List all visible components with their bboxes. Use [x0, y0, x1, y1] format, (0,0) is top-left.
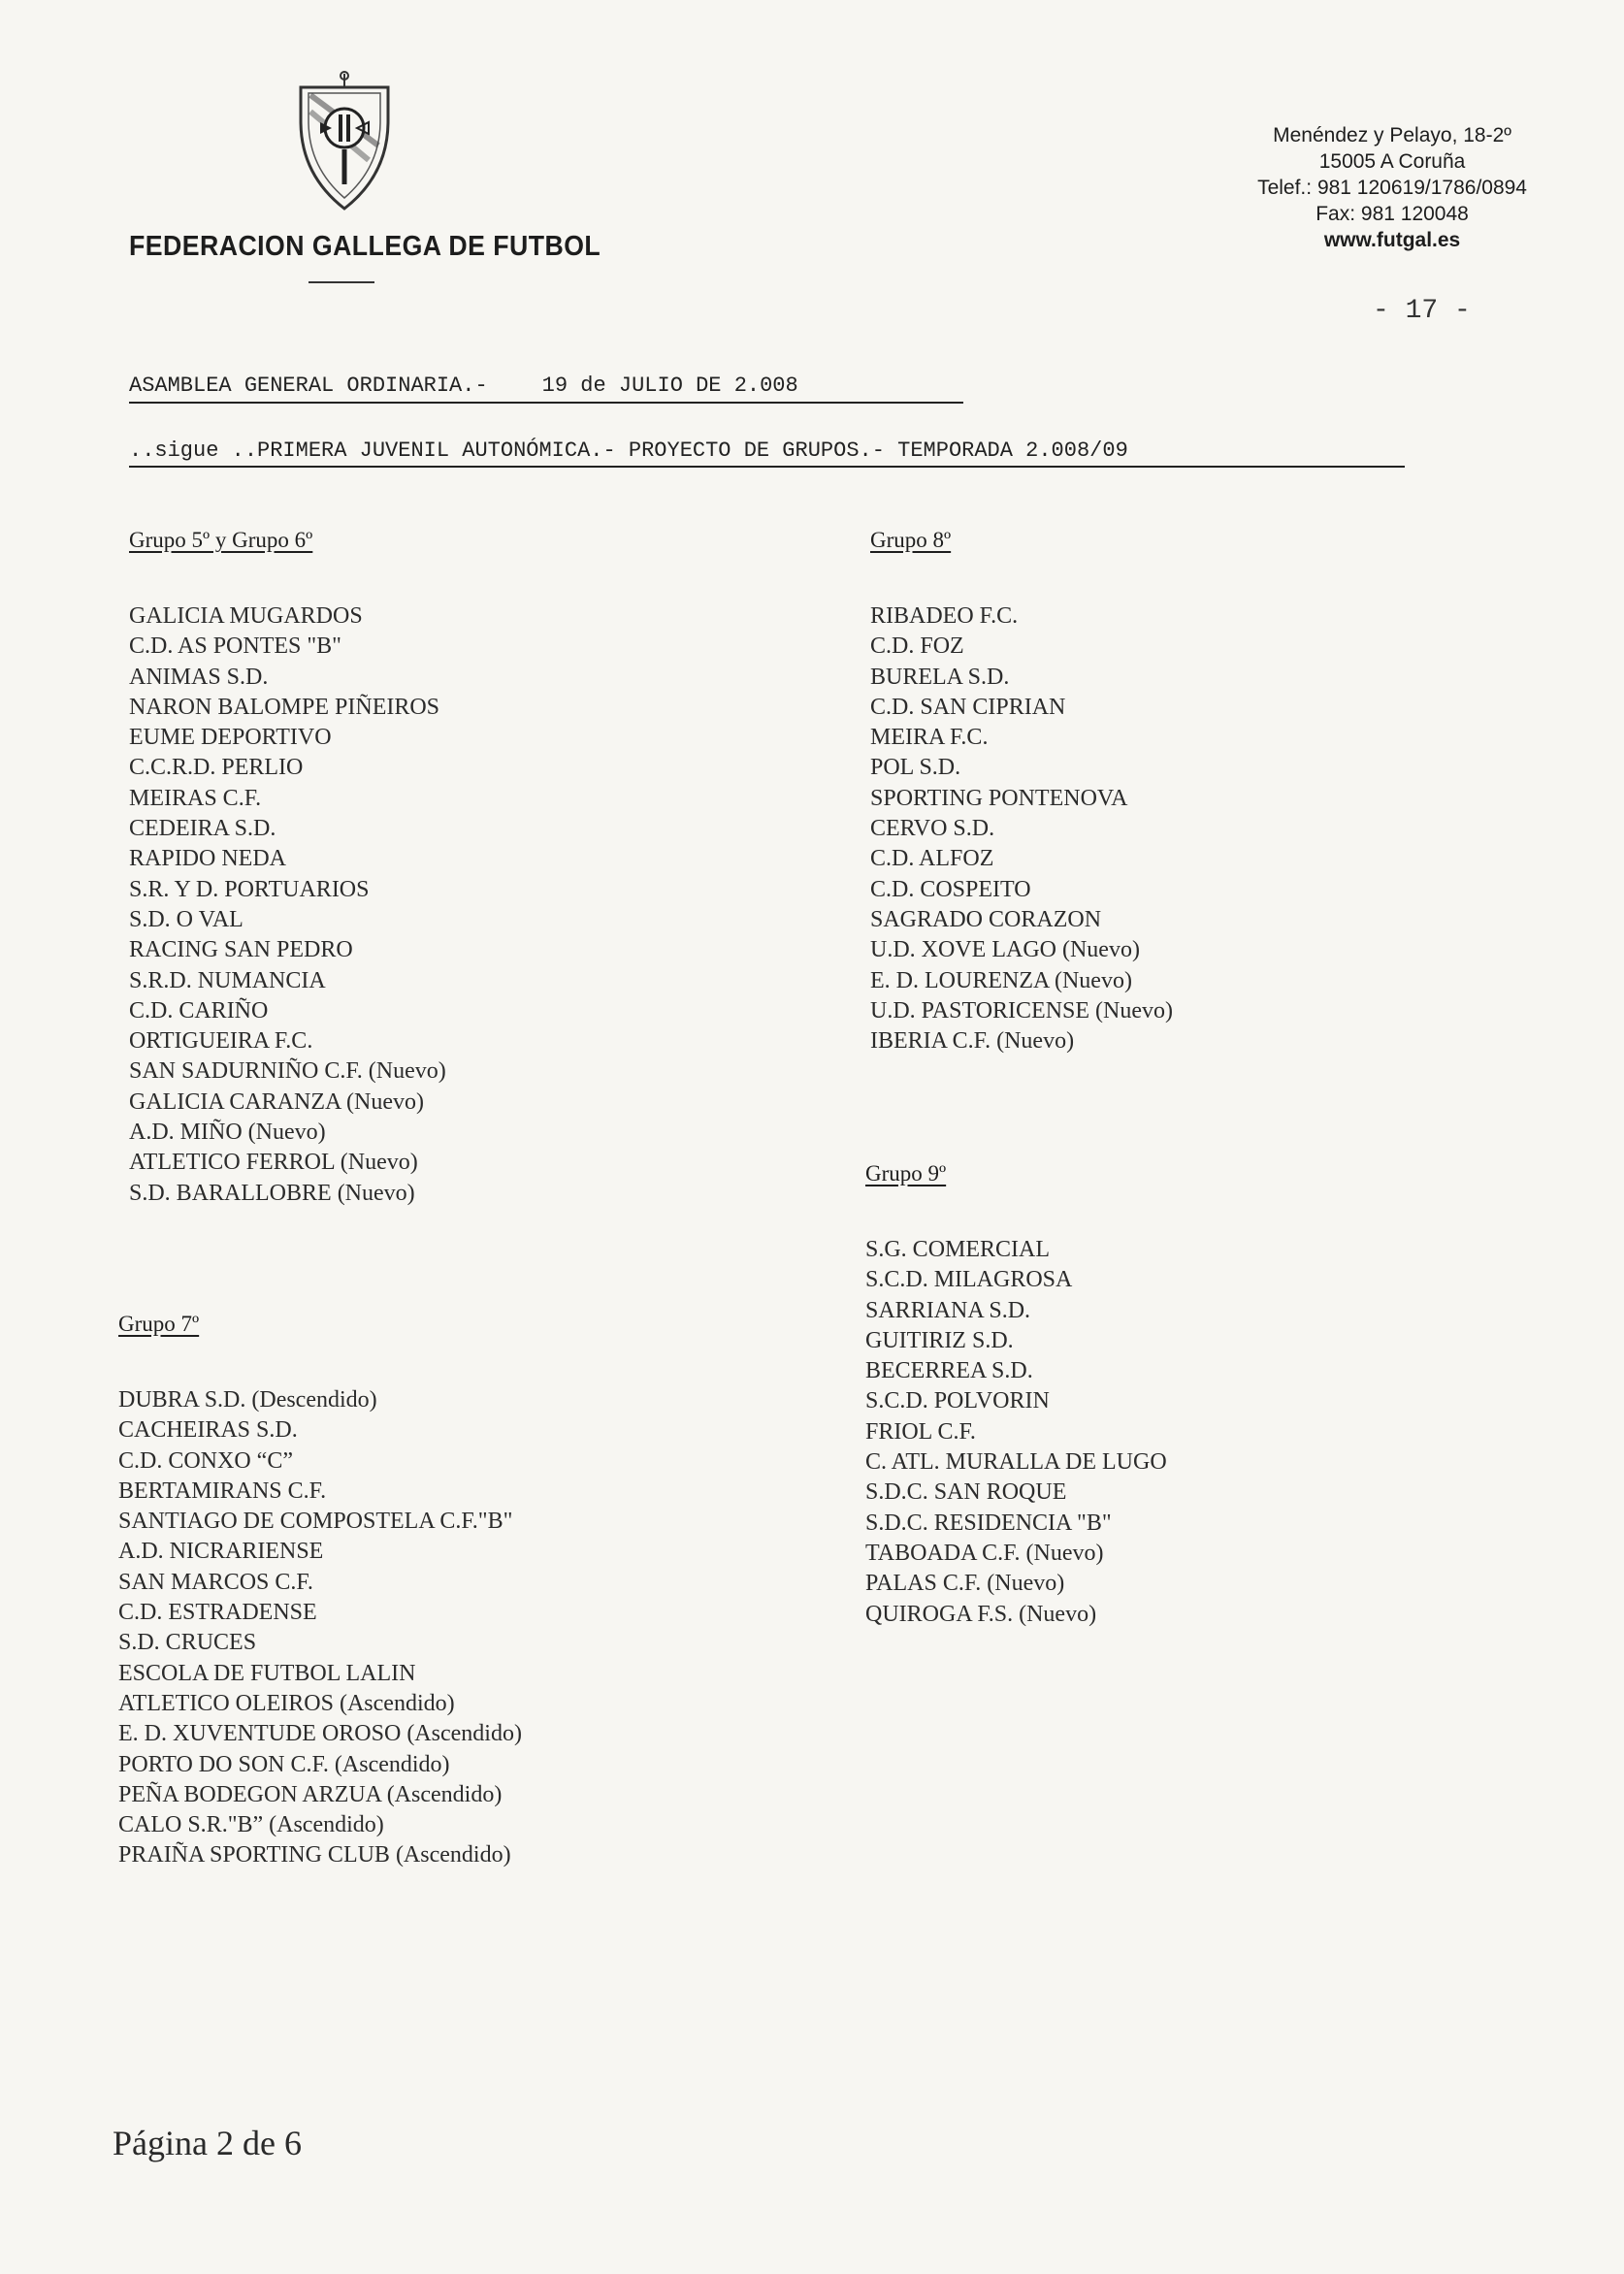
team-list-item: GALICIA CARANZA (Nuevo): [129, 1088, 424, 1115]
team-list-item: RACING SAN PEDRO: [129, 937, 353, 963]
team-list-item: A.D. MIÑO (Nuevo): [129, 1120, 326, 1146]
group-7-team-list: [118, 1385, 522, 1871]
team-list-item: GALICIA MUGARDOS: [129, 603, 363, 629]
team-list-item: S.C.D. MILAGROSA: [865, 1267, 1073, 1293]
team-list-item: RIBADEO F.C.: [870, 603, 1019, 629]
team-list-item: QUIROGA F.S. (Nuevo): [865, 1601, 1097, 1627]
team-list-item: C.D. FOZ: [870, 633, 964, 660]
team-list-item: S.R.D. NUMANCIA: [129, 967, 326, 993]
team-list-item: SAN MARCOS C.F.: [118, 1569, 313, 1595]
team-list-item: BERTAMIRANS C.F.: [118, 1478, 327, 1504]
address-line: Menéndez y Pelayo, 18-2º: [1273, 124, 1511, 146]
team-list-item: EUME DEPORTIVO: [129, 725, 332, 751]
team-list-item: MEIRA F.C.: [870, 725, 989, 751]
team-list-item: MEIRAS C.F.: [129, 785, 262, 811]
subtitle-underline: [129, 466, 1405, 468]
team-list-item: ORTIGUEIRA F.C.: [129, 1028, 313, 1055]
group-5-6-title: Grupo 5º y Grupo 6º: [129, 528, 313, 552]
contact-block: [1257, 122, 1527, 253]
team-list-item: FRIOL C.F.: [865, 1418, 976, 1445]
document-subtitle: ..sigue ..PRIMERA JUVENIL AUTONÓMICA.- PROYECTO DE GRUPOS.- TEMPORADA 2.008/09: [129, 439, 1128, 463]
website-link[interactable]: www.futgal.es: [1323, 229, 1461, 251]
team-list-item: CERVO S.D.: [870, 816, 995, 842]
team-list-item: C.D. COSPEITO: [870, 876, 1031, 902]
group-8-team-list: [870, 601, 1173, 1056]
page-footer: Página 2 de 6: [113, 2124, 302, 2162]
city-line: 15005 A Coruña: [1318, 150, 1466, 173]
group-9-team-list: [865, 1235, 1167, 1630]
team-list-item: GUITIRIZ S.D.: [865, 1327, 1014, 1353]
group-8: [870, 528, 1173, 1056]
phone-line: Telef.: 981 120619/1786/0894: [1257, 177, 1527, 199]
team-list-item: IBERIA C.F. (Nuevo): [870, 1028, 1075, 1055]
team-list-item: SAN SADURNIÑO C.F. (Nuevo): [129, 1058, 446, 1085]
team-list-item: TABOADA C.F. (Nuevo): [865, 1540, 1104, 1566]
group-9: [865, 1161, 1167, 1630]
team-list-item: PALAS C.F. (Nuevo): [865, 1571, 1065, 1597]
team-list-item: NARON BALOMPE PIÑEIROS: [129, 694, 440, 720]
team-list-item: SARRIANA S.D.: [865, 1297, 1031, 1323]
team-list-item: C.D. SAN CIPRIAN: [870, 694, 1066, 720]
team-list-item: PRAIÑA SPORTING CLUB (Ascendido): [118, 1842, 511, 1868]
team-list-item: C. ATL. MURALLA DE LUGO: [865, 1449, 1167, 1476]
team-list-item: RAPIDO NEDA: [129, 846, 286, 872]
team-list-item: PEÑA BODEGON ARZUA (Ascendido): [118, 1781, 503, 1807]
team-list-item: ATLETICO OLEIROS (Ascendido): [118, 1690, 455, 1716]
team-list-item: S.D. CRUCES: [118, 1630, 257, 1656]
organization-name: FEDERACION GALLEGA DE FUTBOL: [129, 231, 601, 262]
fax-line: Fax: 981 120048: [1315, 203, 1469, 225]
team-list-item: U.D. XOVE LAGO (Nuevo): [870, 937, 1140, 963]
assembly-heading: [129, 374, 798, 398]
team-list-item: PORTO DO SON C.F. (Ascendido): [118, 1751, 450, 1777]
team-list-item: S.D.C. SAN ROQUE: [865, 1479, 1067, 1506]
group-5-6: [129, 528, 446, 1209]
team-list-item: C.D. CONXO “C”: [118, 1447, 293, 1474]
team-list-item: S.D.C. RESIDENCIA "B": [865, 1510, 1112, 1536]
team-list-item: C.D. AS PONTES "B": [129, 633, 341, 660]
team-list-item: SAGRADO CORAZON: [870, 906, 1102, 932]
team-list-item: CEDEIRA S.D.: [129, 816, 276, 842]
team-list-item: SANTIAGO DE COMPOSTELA C.F."B": [118, 1509, 513, 1535]
team-list-item: DUBRA S.D. (Descendido): [118, 1387, 377, 1413]
team-list-item: S.R. Y D. PORTUARIOS: [129, 876, 370, 902]
team-list-item: BURELA S.D.: [870, 664, 1010, 690]
group-9-title: Grupo 9º: [865, 1161, 947, 1186]
team-list-item: CALO S.R."B” (Ascendido): [118, 1812, 384, 1838]
team-list-item: C.D. ESTRADENSE: [118, 1600, 317, 1626]
team-list-item: A.D. NICRARIENSE: [118, 1539, 324, 1565]
team-list-item: ATLETICO FERROL (Nuevo): [129, 1150, 418, 1176]
group-8-title: Grupo 8º: [870, 528, 952, 552]
team-list-item: SPORTING PONTENOVA: [870, 785, 1128, 811]
team-list-item: ESCOLA DE FUTBOL LALIN: [118, 1660, 416, 1686]
assembly-date: 19 de JULIO DE 2.008: [541, 374, 798, 398]
team-list-item: BECERREA S.D.: [865, 1358, 1033, 1384]
team-list-item: C.D. ALFOZ: [870, 846, 994, 872]
team-list-item: ANIMAS S.D.: [129, 664, 269, 690]
page-marker: - 17 -: [1373, 296, 1471, 326]
team-list-item: POL S.D.: [870, 755, 961, 781]
team-list-item: CACHEIRAS S.D.: [118, 1417, 298, 1444]
team-list-item: C.D. CARIÑO: [129, 997, 269, 1023]
team-list-item: E. D. LOURENZA (Nuevo): [870, 967, 1132, 993]
team-list-item: S.D. O VAL: [129, 906, 244, 932]
team-list-item: S.D. BARALLOBRE (Nuevo): [129, 1180, 415, 1206]
team-list-item: U.D. PASTORICENSE (Nuevo): [870, 997, 1174, 1023]
assembly-heading-underline: [129, 402, 963, 404]
team-list-item: C.C.R.D. PERLIO: [129, 755, 304, 781]
organization-underline: [309, 281, 374, 283]
group-7: [118, 1312, 522, 1871]
assembly-title: ASAMBLEA GENERAL ORDINARIA.-: [129, 374, 488, 398]
group-7-title: Grupo 7º: [118, 1312, 200, 1336]
team-list-item: E. D. XUVENTUDE OROSO (Ascendido): [118, 1721, 522, 1747]
team-list-item: S.G. COMERCIAL: [865, 1237, 1051, 1262]
team-list-item: S.C.D. POLVORIN: [865, 1388, 1050, 1414]
group-5-6-team-list: [129, 601, 446, 1209]
federation-crest-logo: [291, 68, 398, 213]
